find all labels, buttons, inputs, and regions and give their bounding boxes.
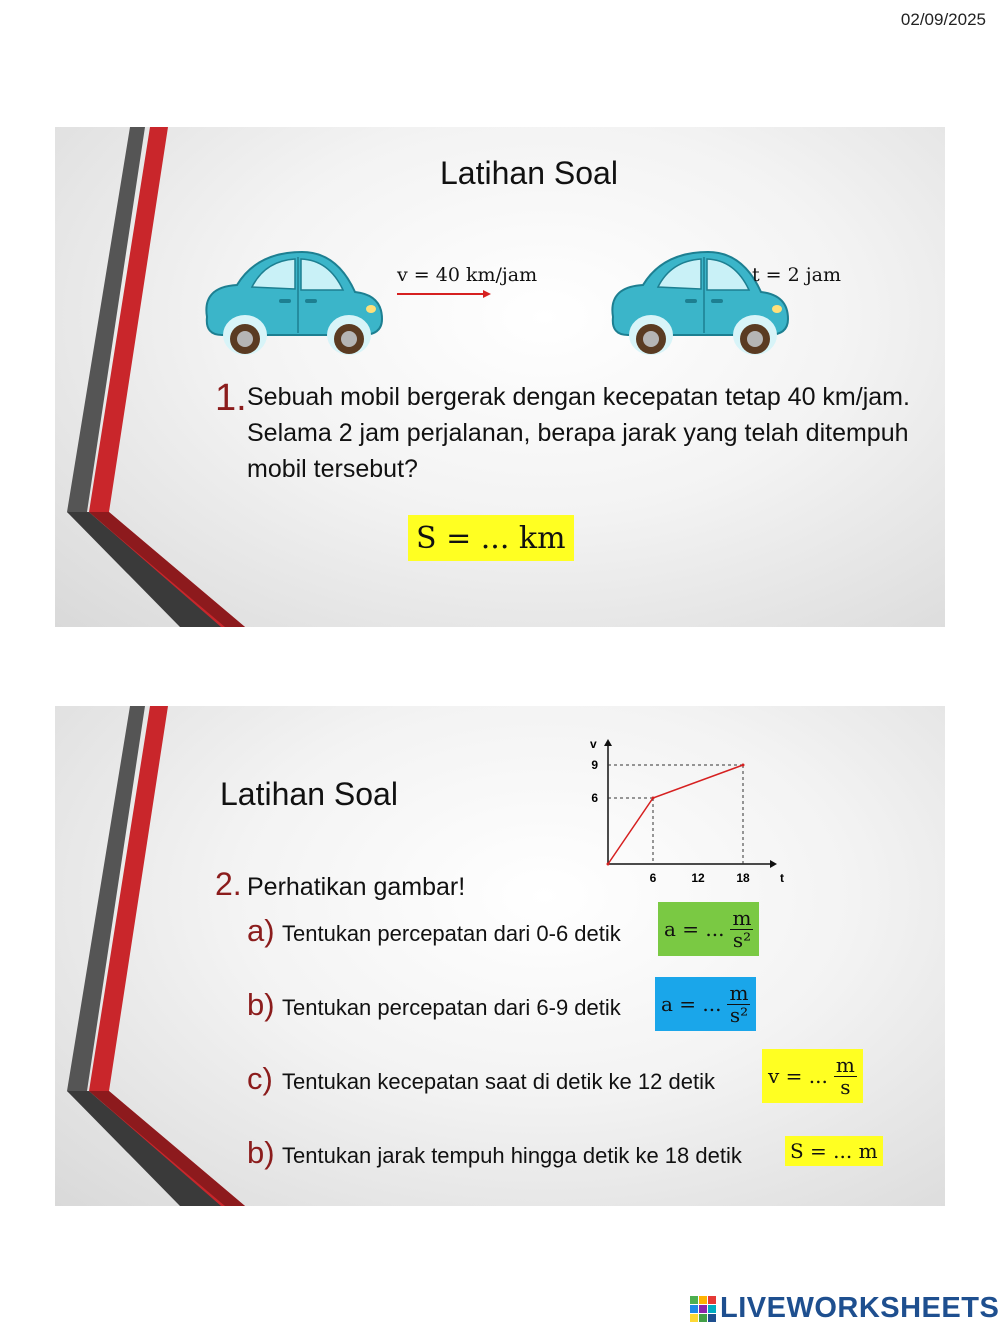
answer-text: S = ... m bbox=[790, 1139, 878, 1163]
question-text: Perhatikan gambar! bbox=[247, 873, 466, 901]
item-letter: c) bbox=[247, 1061, 273, 1096]
data-point bbox=[607, 863, 610, 866]
unit-fraction bbox=[727, 980, 750, 1027]
question-text: Sebuah mobil bergerak dengan kecepatan tetap 40 km/jam. Selama 2 jam perjalanan, berapa jarak yang telah ditempuh mobil tersebut? bbox=[247, 383, 910, 483]
x-tick-label: 6 bbox=[649, 871, 657, 885]
x-tick-label: 12 bbox=[691, 871, 705, 885]
unit-denominator: s² bbox=[732, 927, 752, 952]
slide-title: Latihan Soal bbox=[220, 776, 398, 812]
unit-numerator: m bbox=[729, 980, 749, 1005]
item-text: Tentukan kecepatan saat di detik ke 12 detik bbox=[282, 1069, 715, 1094]
y-tick-label: 6 bbox=[591, 791, 598, 805]
unit-denominator: s bbox=[840, 1074, 851, 1099]
logo-text: LIVEWORKSHEETS bbox=[720, 1292, 1000, 1324]
answer-box-a[interactable] bbox=[658, 902, 759, 956]
velocity-label: v = 40 km/jam bbox=[397, 264, 538, 286]
y-tick-label: 9 bbox=[591, 758, 598, 772]
answer-prefix: a = ... bbox=[664, 917, 725, 941]
slide-1 bbox=[55, 127, 945, 627]
unit-fraction bbox=[834, 1052, 857, 1099]
answer-prefix: v = ... bbox=[768, 1064, 828, 1088]
time-label: t = 2 jam bbox=[752, 264, 841, 286]
x-axis-arrow-icon bbox=[770, 860, 777, 868]
data-point bbox=[742, 764, 745, 767]
item-letter: b) bbox=[247, 987, 275, 1022]
item-text: Tentukan jarak tempuh hingga detik ke 18 detik bbox=[282, 1143, 742, 1168]
x-axis-label: t bbox=[780, 871, 784, 885]
item-letter: a) bbox=[247, 913, 275, 948]
unit-fraction bbox=[730, 905, 753, 952]
velocity-time-graph bbox=[580, 734, 784, 894]
question-number: 1. bbox=[215, 377, 247, 419]
y-axis-label: v bbox=[590, 737, 597, 751]
answer-box-c[interactable] bbox=[762, 1049, 863, 1103]
answer-text: S = ... km bbox=[416, 520, 566, 556]
slide-title: Latihan Soal bbox=[440, 155, 618, 191]
car-icon bbox=[197, 247, 387, 357]
question-number: 2. bbox=[215, 866, 242, 902]
unit-numerator: m bbox=[835, 1052, 855, 1077]
item-text: Tentukan percepatan dari 0-6 detik bbox=[282, 921, 621, 946]
x-tick-label: 18 bbox=[736, 871, 750, 885]
answer-box-d[interactable] bbox=[785, 1136, 883, 1166]
liveworksheets-logo bbox=[690, 1292, 999, 1325]
unit-numerator: m bbox=[732, 905, 752, 930]
item-letter: b) bbox=[247, 1135, 275, 1170]
unit-denominator: s² bbox=[729, 1002, 749, 1027]
slide-2 bbox=[55, 706, 945, 1206]
y-axis-arrow-icon bbox=[604, 739, 612, 746]
series-line bbox=[608, 765, 743, 864]
item-text: Tentukan percepatan dari 6-9 detik bbox=[282, 995, 621, 1020]
velocity-arrow-icon bbox=[395, 287, 495, 301]
decorative-stripes bbox=[55, 706, 945, 1206]
answer-box-b[interactable] bbox=[655, 977, 756, 1031]
data-point bbox=[652, 797, 655, 800]
logo-blocks-icon bbox=[690, 1296, 716, 1322]
answer-box[interactable] bbox=[408, 515, 574, 561]
date-stamp: 02/09/2025 bbox=[900, 10, 986, 29]
answer-prefix: a = ... bbox=[661, 992, 722, 1016]
